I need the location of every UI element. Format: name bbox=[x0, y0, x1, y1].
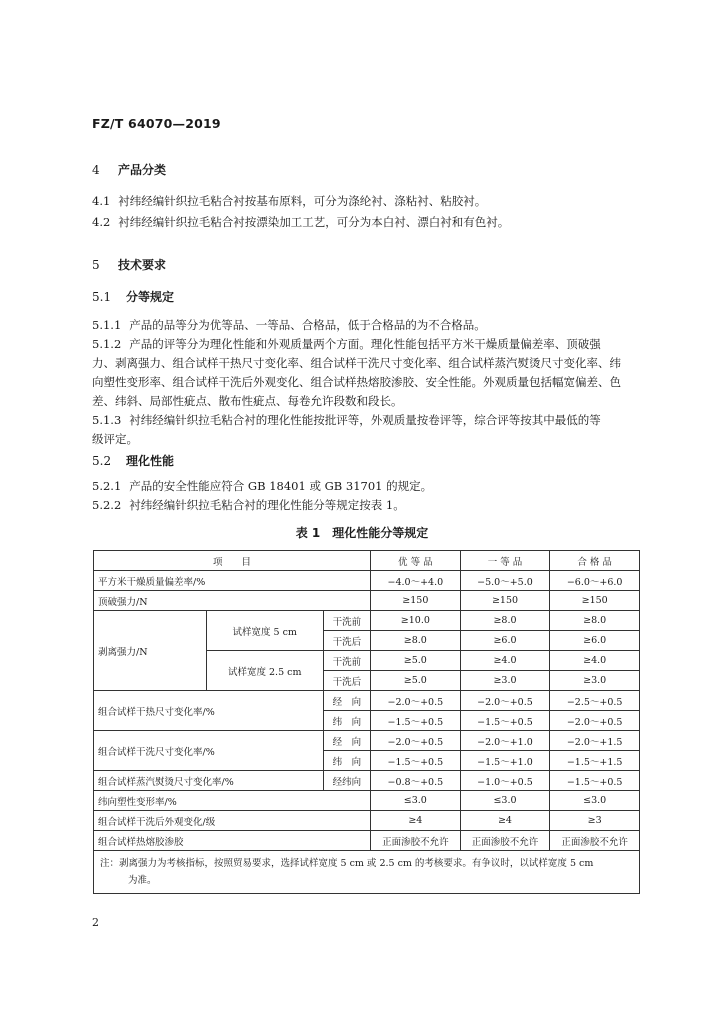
direction-label: 纬 向 bbox=[323, 711, 370, 731]
cell-value: 正面渗胶不允许 bbox=[371, 831, 461, 851]
para-5-1-3 bbox=[92, 411, 640, 449]
cell-value: ≥150 bbox=[371, 591, 461, 611]
item-number: 5.2.2 bbox=[92, 498, 122, 512]
cell-value: ≤3.0 bbox=[371, 791, 461, 811]
table-title: 表 1 理化性能分等规定 bbox=[295, 526, 429, 540]
item-text: 衬纬经编针织拉毛粘合衬的理化性能按批评等，外观质量按卷评等，综合评等按其中最低的等 bbox=[129, 413, 601, 427]
cell-value: ≥5.0 bbox=[371, 651, 461, 671]
row-label: 顶破强力/N bbox=[94, 591, 371, 611]
table-row bbox=[94, 791, 640, 811]
sample-width-label: 试样宽度 2.5 cm bbox=[206, 651, 323, 691]
section-number: 5 bbox=[92, 258, 100, 272]
note-line: 注：剥离强力为考核指标，按照贸易要求，选择试样宽度 5 cm 或 2.5 cm 的考核要求。有争议时，以试样宽度 5 cm bbox=[100, 858, 594, 869]
cell-value: ≥3.0 bbox=[550, 671, 640, 691]
cell-value: −2.0～+0.5 bbox=[460, 691, 550, 711]
header-grade-superior: 优 等 品 bbox=[371, 551, 461, 571]
section-title: 技术要求 bbox=[118, 258, 167, 272]
table-row bbox=[94, 811, 640, 831]
row-label: 组合试样干洗后外观变化/级 bbox=[94, 811, 371, 831]
section-5-heading bbox=[92, 256, 166, 273]
cell-value: ≥8.0 bbox=[550, 611, 640, 631]
table-row bbox=[94, 611, 640, 631]
cell-value: −2.0～+0.5 bbox=[371, 731, 461, 751]
cell-value: ≥8.0 bbox=[371, 631, 461, 651]
row-label: 组合试样干洗尺寸变化率/% bbox=[94, 731, 324, 771]
row-label: 剥离强力/N bbox=[94, 611, 207, 691]
cell-value: −6.0～+6.0 bbox=[550, 571, 640, 591]
cell-value: −1.5～+0.5 bbox=[460, 711, 550, 731]
cell-value: −2.0～+1.5 bbox=[550, 731, 640, 751]
section-number: 4 bbox=[92, 163, 100, 177]
cell-value: −1.5～+0.5 bbox=[550, 771, 640, 791]
table-note-row bbox=[94, 851, 640, 894]
section-number: 5.1 bbox=[92, 290, 112, 304]
direction-label: 经纬向 bbox=[323, 771, 370, 791]
cell-value: −4.0～+4.0 bbox=[371, 571, 461, 591]
physical-properties-table bbox=[93, 550, 640, 894]
cell-value: ≥6.0 bbox=[550, 631, 640, 651]
cell-value: −2.0～+0.5 bbox=[371, 691, 461, 711]
row-label: 组合试样热熔胶渗胶 bbox=[94, 831, 371, 851]
item-number: 5.2.1 bbox=[92, 479, 122, 493]
header-item: 项 目 bbox=[94, 551, 371, 571]
item-text: 衬纬经编针织拉毛粘合衬的理化性能分等规定按表 1。 bbox=[129, 498, 405, 512]
item-text: 产品的安全性能应符合 GB 18401 或 GB 31701 的规定。 bbox=[129, 479, 433, 493]
item-number: 4.1 bbox=[92, 194, 111, 208]
cell-value: 正面渗胶不允许 bbox=[550, 831, 640, 851]
sample-width-label: 试样宽度 5 cm bbox=[206, 611, 323, 651]
cell-value: ≥4 bbox=[371, 811, 461, 831]
cell-value: −0.8～+0.5 bbox=[371, 771, 461, 791]
condition-label: 干洗前 bbox=[323, 651, 370, 671]
cell-value: −1.5～+0.5 bbox=[371, 711, 461, 731]
cell-value: ≥4.0 bbox=[460, 651, 550, 671]
condition-label: 干洗前 bbox=[323, 611, 370, 631]
cell-value: −2.0～+1.0 bbox=[460, 731, 550, 751]
para-5-1-1 bbox=[92, 316, 640, 335]
table-note bbox=[94, 851, 640, 894]
cell-value: −5.0～+5.0 bbox=[460, 571, 550, 591]
item-text: 差、纬斜、局部性疵点、散布性疵点、每卷允许段数和段长。 bbox=[92, 394, 403, 408]
section-number: 5.2 bbox=[92, 454, 112, 468]
section-title: 理化性能 bbox=[126, 454, 175, 468]
item-text: 力、剥离强力、组合试样干热尺寸变化率、组合试样干洗尺寸变化率、组合试样蒸汽熨烫尺寸变化率、纬 bbox=[92, 356, 621, 370]
para-4-2 bbox=[92, 213, 640, 232]
table-header-row bbox=[94, 551, 640, 571]
item-number: 5.1.1 bbox=[92, 318, 122, 332]
row-label: 平方米干燥质量偏差率/% bbox=[94, 571, 371, 591]
item-number: 5.1.2 bbox=[92, 337, 122, 351]
cell-value: ≥6.0 bbox=[460, 631, 550, 651]
table-row bbox=[94, 831, 640, 851]
item-text: 级评定。 bbox=[92, 432, 138, 446]
row-label: 组合试样蒸汽熨烫尺寸变化率/% bbox=[94, 771, 324, 791]
condition-label: 干洗后 bbox=[323, 631, 370, 651]
row-label: 组合试样干热尺寸变化率/% bbox=[94, 691, 324, 731]
item-number: 4.2 bbox=[92, 215, 111, 229]
cell-value: ≥3.0 bbox=[460, 671, 550, 691]
row-label: 纬向塑性变形率/% bbox=[94, 791, 371, 811]
section-title: 分等规定 bbox=[126, 290, 175, 304]
cell-value: ≤3.0 bbox=[550, 791, 640, 811]
para-5-2-1 bbox=[92, 477, 640, 496]
direction-label: 经 向 bbox=[323, 691, 370, 711]
cell-value: ≥4.0 bbox=[550, 651, 640, 671]
table-row bbox=[94, 571, 640, 591]
table-row bbox=[94, 731, 640, 751]
section-title: 产品分类 bbox=[118, 163, 167, 177]
item-text: 产品的评等分为理化性能和外观质量两个方面。理化性能包括平方米干燥质量偏差率、顶破强 bbox=[129, 337, 601, 351]
cell-value: −1.0～+0.5 bbox=[460, 771, 550, 791]
direction-label: 纬 向 bbox=[323, 751, 370, 771]
item-number: 5.1.3 bbox=[92, 413, 122, 427]
para-4-1 bbox=[92, 192, 640, 211]
header-grade-qualified: 合 格 品 bbox=[550, 551, 640, 571]
cell-value: ≥8.0 bbox=[460, 611, 550, 631]
condition-label: 干洗后 bbox=[323, 671, 370, 691]
cell-value: −2.0～+0.5 bbox=[550, 711, 640, 731]
cell-value: −1.5～+1.5 bbox=[550, 751, 640, 771]
standard-number: FZ/T 64070—2019 bbox=[92, 116, 221, 131]
para-5-2-2 bbox=[92, 496, 640, 515]
section-5-1-heading bbox=[92, 288, 174, 305]
direction-label: 经 向 bbox=[323, 731, 370, 751]
table-row bbox=[94, 591, 640, 611]
item-text: 衬纬经编针织拉毛粘合衬按基布原料，可分为涤纶衬、涤粘衬、粘胶衬。 bbox=[118, 194, 487, 208]
cell-value: −2.5～+0.5 bbox=[550, 691, 640, 711]
cell-value: 正面渗胶不允许 bbox=[460, 831, 550, 851]
table-row bbox=[94, 691, 640, 711]
para-5-1-2 bbox=[92, 335, 640, 411]
section-4-heading bbox=[92, 161, 166, 178]
item-text: 产品的品等分为优等品、一等品、合格品，低于合格品的为不合格品。 bbox=[129, 318, 486, 332]
section-5-2-heading bbox=[92, 452, 174, 469]
cell-value: ≥5.0 bbox=[371, 671, 461, 691]
cell-value: ≤3.0 bbox=[460, 791, 550, 811]
item-text: 向塑性变形率、组合试样干洗后外观变化、组合试样热熔胶渗胶、安全性能。外观质量包括幅宽偏差、色 bbox=[92, 375, 621, 389]
item-text: 衬纬经编针织拉毛粘合衬按漂染加工工艺，可分为本白衬、漂白衬和有色衬。 bbox=[118, 215, 510, 229]
cell-value: ≥10.0 bbox=[371, 611, 461, 631]
table-row bbox=[94, 771, 640, 791]
cell-value: ≥4 bbox=[460, 811, 550, 831]
note-line: 为准。 bbox=[128, 875, 157, 886]
cell-value: −1.5～+0.5 bbox=[371, 751, 461, 771]
cell-value: ≥150 bbox=[460, 591, 550, 611]
cell-value: ≥150 bbox=[550, 591, 640, 611]
page-number: 2 bbox=[92, 916, 99, 929]
header-grade-first: 一 等 品 bbox=[460, 551, 550, 571]
cell-value: −1.5～+1.0 bbox=[460, 751, 550, 771]
cell-value: ≥3 bbox=[550, 811, 640, 831]
